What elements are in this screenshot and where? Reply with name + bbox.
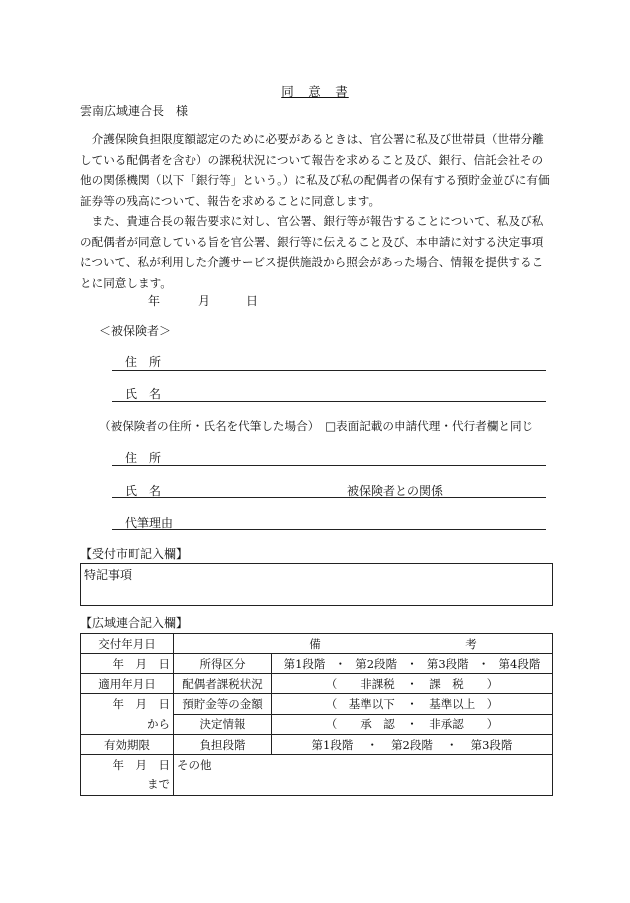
proxy-reason-field[interactable] — [112, 529, 546, 530]
applied-date-ymd: 年 月 日 — [112, 697, 170, 711]
applied-date-label: 適用年月日 — [81, 674, 174, 694]
issue-date-header: 交付年月日 — [81, 634, 174, 654]
proxy-name-field[interactable] — [112, 497, 546, 498]
table-row — [81, 634, 553, 654]
table-row — [81, 674, 553, 694]
income-class-options[interactable] — [272, 654, 553, 674]
proxy-note: （被保険者の住所・氏名を代筆した場合） □表面記載の申請代理・代行者欄と同じ — [99, 419, 534, 433]
valid-until-until: まで — [147, 777, 170, 791]
deposits-label: 預貯金等の金額 — [174, 694, 272, 715]
consent-paragraph-1: 介護保険負担限度額認定のために必要があるときは、官公署に私及び世帯員（世帯分離している配偶者を含む）の課税状況について報告を求めること及び、銀行、信託会社その他の関係機関（以下「銀行等」という。）に私及び私の配偶者の保有する預貯金並びに有価証券等の残高について、報告を求めることに同意します。 — [80, 132, 550, 208]
stage-option: 第2段階 — [355, 656, 398, 671]
addressee: 雲南広域連合長 様 — [80, 104, 189, 118]
separator: ・ — [477, 656, 490, 671]
valid-until-value[interactable] — [81, 755, 174, 796]
insured-address-label: 住 所 — [125, 355, 162, 369]
remarks-header-1: 備 — [309, 636, 321, 651]
page-title: 同 意 書 — [281, 84, 349, 99]
proxy-name-label: 氏 名 — [125, 484, 162, 498]
insured-name-label: 氏 名 — [125, 387, 162, 401]
remarks-header-2: 考 — [465, 636, 477, 651]
proxy-reason-label: 代筆理由 — [125, 516, 174, 530]
insured-heading: ＜被保険者＞ — [99, 324, 172, 338]
separator: ・ — [406, 656, 418, 671]
stage-option: 第3段階 — [470, 737, 513, 752]
other-remarks-cell[interactable] — [174, 755, 553, 796]
union-ledger-table — [80, 633, 553, 796]
applied-date-from: から — [147, 717, 170, 731]
table-row — [81, 735, 553, 755]
proxy-relation-label: 被保険者との関係 — [347, 484, 444, 498]
table-row — [81, 694, 553, 715]
burden-stage-options[interactable] — [272, 735, 553, 755]
table-row — [81, 654, 553, 674]
remarks-header — [174, 634, 553, 654]
issue-date-value[interactable]: 年 月 日 — [81, 654, 174, 674]
union-section-heading: 【広域連合記入欄】 — [80, 616, 189, 630]
decision-label: 決定情報 — [174, 714, 272, 735]
stage-option: 第1段階 — [283, 656, 326, 671]
valid-until-ymd: 年 月 日 — [112, 758, 170, 772]
separator: ・ — [366, 737, 378, 752]
deposits-options[interactable]: （ 基準以下 ・ 基準以上 ） — [272, 694, 553, 715]
consent-paragraph-2: また、貴連合長の報告要求に対し、官公署、銀行等が報告することについて、私及び私の配偶者が同意している旨を官公署、銀行等に伝えること及び、本申請に対する決定事項について、私が利用した介護サービス提供施設から照会があった場合、情報を提供することに同意します。 — [80, 214, 544, 290]
date-month: 月 — [198, 294, 211, 308]
date-day: 日 — [246, 294, 259, 308]
city-section-heading: 【受付市町記入欄】 — [80, 547, 189, 561]
decision-options[interactable]: （ 承 認 ・ 非承認 ） — [272, 714, 553, 735]
income-class-label: 所得区分 — [174, 654, 272, 674]
stage-option: 第1段階 — [311, 737, 354, 752]
valid-until-label: 有効期限 — [81, 735, 174, 755]
separator: ・ — [334, 656, 347, 671]
burden-stage-label: 負担段階 — [174, 735, 272, 755]
proxy-address-field[interactable] — [112, 465, 546, 466]
table-row — [81, 755, 553, 796]
city-remarks-label: 特記事項 — [84, 568, 133, 582]
stage-option: 第2段階 — [391, 737, 433, 752]
city-remarks-box[interactable] — [80, 563, 553, 606]
spouse-tax-label: 配偶者課税状況 — [174, 674, 272, 694]
other-label: その他 — [177, 758, 212, 772]
date-year: 年 — [148, 294, 161, 308]
stage-option: 第4段階 — [498, 656, 541, 671]
applied-date-value[interactable] — [81, 694, 174, 735]
proxy-address-label: 住 所 — [125, 451, 162, 465]
insured-name-field[interactable] — [112, 401, 546, 402]
separator: ・ — [445, 737, 458, 752]
spouse-tax-options[interactable]: （ 非課税 ・ 課 税 ） — [272, 674, 553, 694]
consent-body — [80, 129, 552, 293]
stage-option: 第3段階 — [426, 656, 469, 671]
insured-address-field[interactable] — [112, 370, 546, 371]
